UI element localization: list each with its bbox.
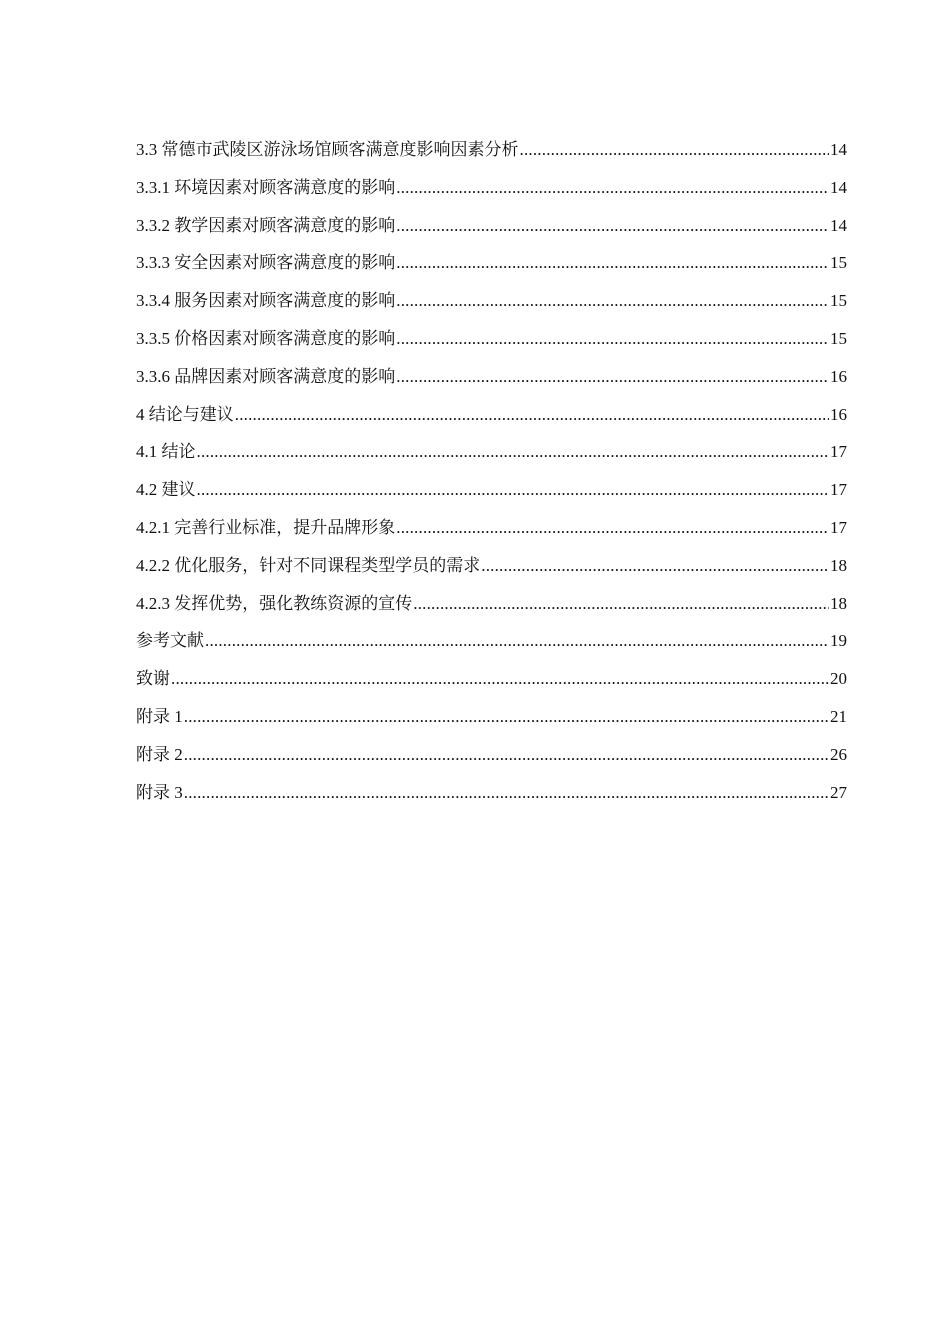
toc-entry-title: 4.2.1 完善行业标准，提升品牌形象 <box>136 517 396 537</box>
toc-entry-page: 14 <box>830 140 847 159</box>
toc-dot-leader <box>396 207 829 245</box>
toc-entry-title: 3.3.4 服务因素对顾客满意度的影响 <box>136 291 396 311</box>
toc-entry-title: 3.3.2 教学因素对顾客满意度的影响 <box>136 215 396 235</box>
toc-entry-page: 27 <box>830 782 847 802</box>
toc-entry-title: 致谢 <box>136 669 170 689</box>
toc-entry[interactable] <box>136 471 847 509</box>
toc-dot-leader <box>205 622 829 660</box>
toc-entry-title: 3.3.1 环境因素对顾客满意度的影响 <box>136 177 396 197</box>
toc-entry[interactable] <box>136 358 847 396</box>
toc-entry-title: 3.3.3 安全因素对顾客满意度的影响 <box>136 253 396 273</box>
toc-dot-leader <box>396 320 829 358</box>
toc-dot-leader <box>396 169 829 207</box>
toc-entry-title: 3.3.5 价格因素对顾客满意度的影响 <box>136 328 396 348</box>
toc-entry[interactable] <box>136 509 847 547</box>
toc-entry-page: 17 <box>830 517 847 537</box>
toc-dot-leader <box>396 282 829 320</box>
toc-entry[interactable] <box>136 622 847 660</box>
toc-entry-page: 16 <box>830 366 847 386</box>
toc-entry-page: 14 <box>830 215 847 235</box>
toc-entry-page: 15 <box>830 291 847 311</box>
toc-entry[interactable] <box>136 698 847 736</box>
toc-entry[interactable] <box>136 736 847 774</box>
toc-entry-title: 3.3 常德市武陵区游泳场馆顾客满意度影响因素分析 <box>136 140 519 159</box>
toc-entry-page: 21 <box>830 706 847 726</box>
toc-entry-page: 15 <box>830 328 847 348</box>
toc-dot-leader <box>413 585 829 623</box>
toc-dot-leader <box>171 660 829 698</box>
toc-entry-title: 4.2.2 优化服务，针对不同课程类型学员的需求 <box>136 555 481 575</box>
toc-entry-title: 3.3.6 品牌因素对顾客满意度的影响 <box>136 366 396 386</box>
toc-dot-leader <box>197 433 830 471</box>
toc-entry[interactable] <box>136 320 847 358</box>
toc-entry-page: 15 <box>830 253 847 273</box>
toc-entry[interactable] <box>136 244 847 282</box>
toc-entry-page: 19 <box>830 631 847 651</box>
toc-entry-title: 附录 3 <box>136 782 183 802</box>
toc-entry-page: 16 <box>830 404 847 424</box>
toc-entry[interactable] <box>136 169 847 207</box>
toc-entry[interactable] <box>136 282 847 320</box>
toc-entry[interactable] <box>136 660 847 698</box>
toc-entry-title: 4.1 结论 <box>136 442 196 462</box>
toc-entry[interactable] <box>136 207 847 245</box>
toc-entry-page: 18 <box>830 593 847 613</box>
toc-dot-leader <box>396 244 829 282</box>
toc-entry[interactable] <box>136 774 847 812</box>
toc-dot-leader <box>197 471 830 509</box>
toc-entry-page: 17 <box>830 442 847 462</box>
toc-entry-page: 26 <box>830 744 847 764</box>
toc-dot-leader <box>184 698 829 736</box>
toc-entry-page: 18 <box>830 555 847 575</box>
toc-dot-leader <box>184 774 829 812</box>
toc-entry-title: 4.2 建议 <box>136 480 196 500</box>
table-of-contents <box>136 131 847 811</box>
toc-entry-page: 20 <box>830 669 847 689</box>
toc-entry-title: 4.2.3 发挥优势，强化教练资源的宣传 <box>136 593 413 613</box>
toc-dot-leader <box>396 358 829 396</box>
toc-entry[interactable] <box>136 396 847 434</box>
toc-entry[interactable] <box>136 131 847 169</box>
toc-entry-title: 附录 2 <box>136 744 183 764</box>
toc-entry-page: 17 <box>830 480 847 500</box>
toc-entry[interactable] <box>136 585 847 623</box>
toc-entry-title: 4 结论与建议 <box>136 404 234 424</box>
toc-entry-title: 参考文献 <box>136 631 204 651</box>
toc-entry-page: 14 <box>830 177 847 197</box>
toc-dot-leader <box>481 547 829 585</box>
toc-dot-leader <box>396 509 829 547</box>
toc-dot-leader <box>520 131 830 169</box>
toc-entry-title: 附录 1 <box>136 706 183 726</box>
toc-entry[interactable] <box>136 433 847 471</box>
toc-dot-leader <box>235 396 829 434</box>
toc-dot-leader <box>184 736 829 774</box>
toc-entry[interactable] <box>136 547 847 585</box>
